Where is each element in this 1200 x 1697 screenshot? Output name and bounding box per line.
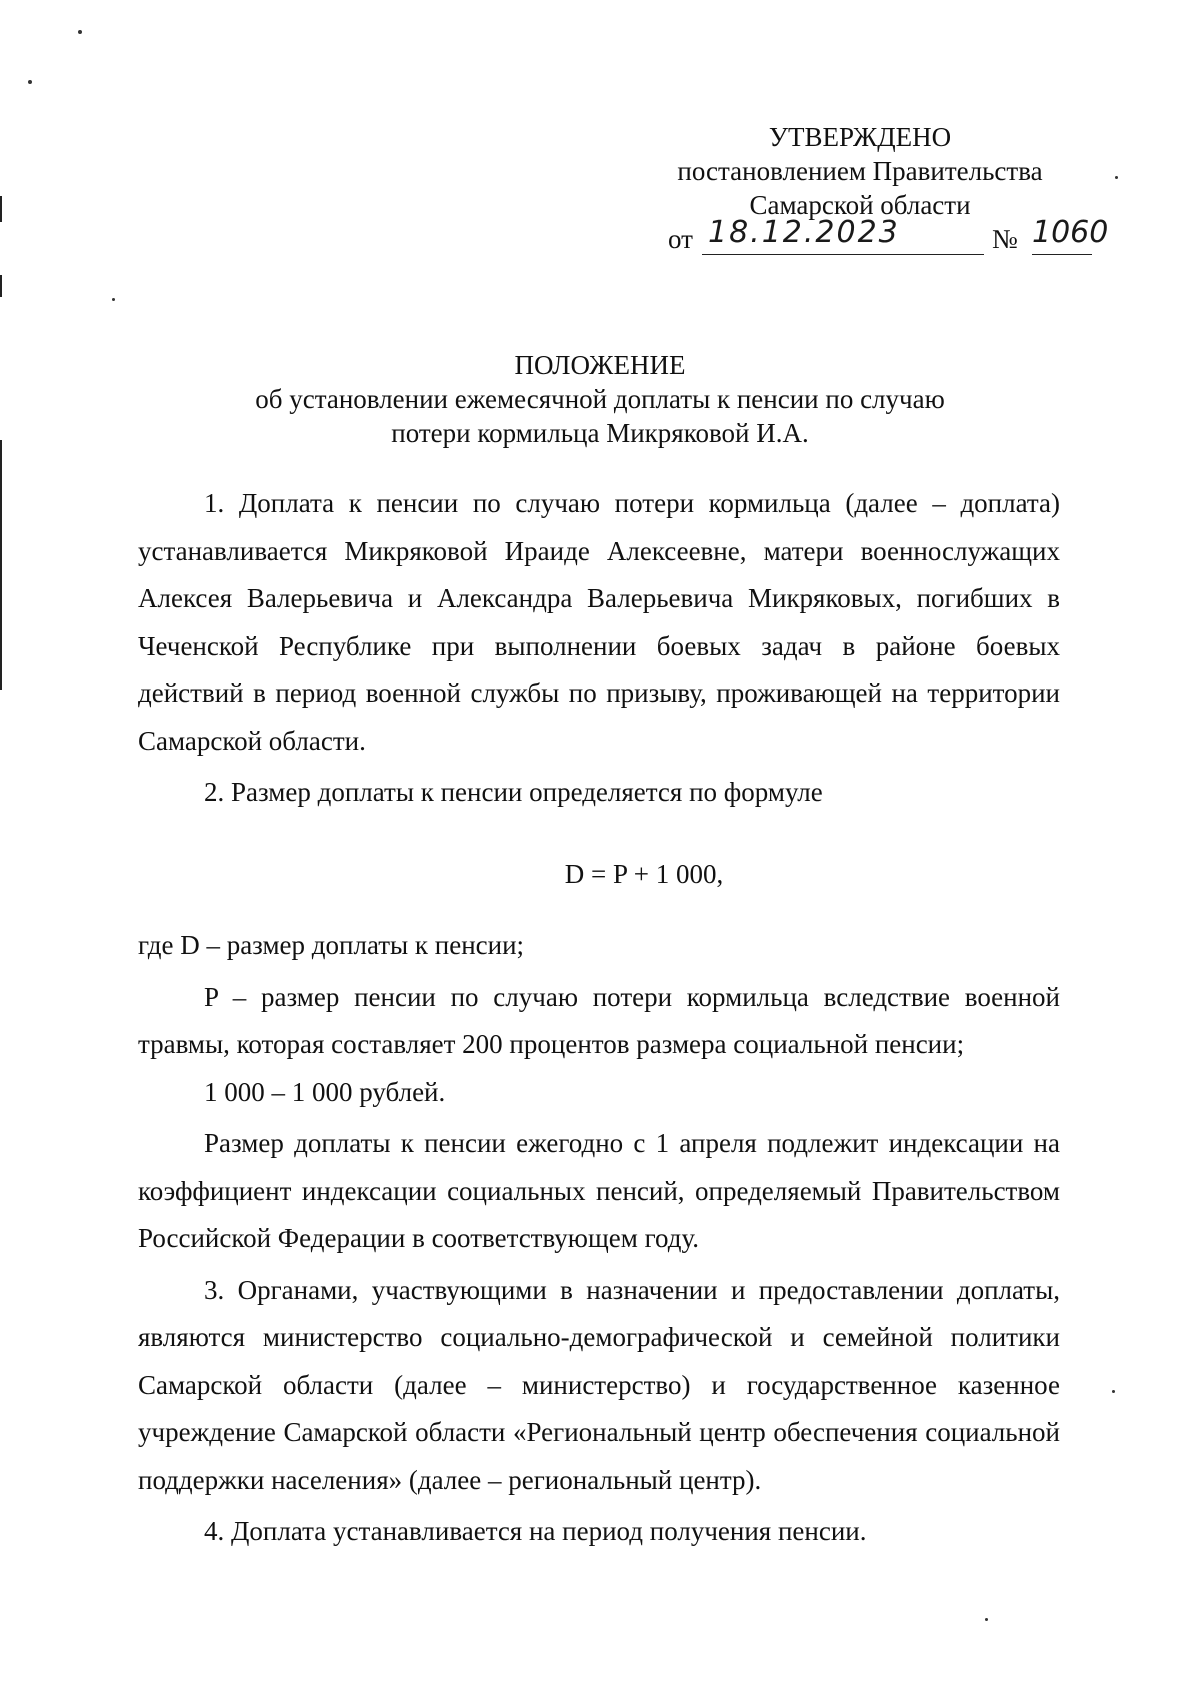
handwritten-number: 1060 <box>1032 215 1109 250</box>
scan-edge-mark <box>0 440 2 690</box>
scan-speck <box>78 30 82 34</box>
approval-date-row <box>668 216 1108 256</box>
paragraph-4: 4. Доплата устанавливается на период получения пенсии. <box>204 1516 867 1546</box>
indexation-paragraph: Размер доплаты к пенсии ежегодно с 1 апреля подлежит индексации на коэффициент индексации социальных пенсий, определяемый Правительством Российской Федерации в соответствующем году. <box>138 1128 1060 1253</box>
paragraph-3: 3. Органами, участвующими в назначении и предоставлении доплаты, являются министерство социально-демографической и семейной политики Самарской области (далее – министерство) и государственное казенное учреждение Самарской области «Региональный центр обеспечения социальной поддержки населения» (далее – региональный центр). <box>138 1274 1060 1495</box>
scan-edge-mark <box>0 275 2 297</box>
handwritten-date: 18.12.2023 <box>708 215 900 250</box>
title-subtitle-line-2: потери кормильца Микряковой И.А. <box>391 418 809 448</box>
paragraph-2: 2. Размер доплаты к пенсии определяется по формуле <box>204 777 823 807</box>
document-title <box>140 348 1060 450</box>
approval-heading: УТВЕРЖДЕНО <box>768 122 952 152</box>
definition-p: P – размер пенсии по случаю потери кормильца вследствие военной травмы, которая составляет 200 процентов размера социальной пенсии; <box>138 981 1060 1059</box>
scan-edge-mark <box>0 196 2 222</box>
date-underline <box>702 254 984 255</box>
scan-speck <box>1115 176 1118 179</box>
date-prefix: от <box>668 224 693 254</box>
title-heading: ПОЛОЖЕНИЕ <box>514 350 686 380</box>
title-subtitle-line-1: об установлении ежемесячной доплаты к пенсии по случаю <box>255 384 945 414</box>
scan-speck <box>28 80 32 84</box>
document-body <box>138 480 1060 1556</box>
definition-d: где D – размер доплаты к пенсии; <box>138 930 525 960</box>
number-underline <box>1032 254 1092 255</box>
scan-speck <box>985 1618 988 1621</box>
scan-speck <box>112 298 115 301</box>
number-prefix: № <box>992 224 1018 254</box>
scan-speck <box>1112 1390 1115 1393</box>
approval-block <box>640 120 1080 222</box>
approval-line-1: постановлением Правительства <box>677 156 1043 186</box>
definition-1000: 1 000 – 1 000 рублей. <box>204 1076 446 1107</box>
approval-line-2: Самарской области <box>749 190 971 220</box>
formula: D = P + 1 000, <box>564 858 724 889</box>
paragraph-1: 1. Доплата к пенсии по случаю потери кормильца (далее – доплата) устанавливается Микряковой Ираиде Алексеевне, матери военнослужащих Алексея Валерьевича и Александра Валерьевича Микряковых, погибших в Чеченской Республике при выполнении боевых задач в районе боевых действий в период военной службы по призыву, проживающей на территории Самарской области. <box>138 488 1060 756</box>
